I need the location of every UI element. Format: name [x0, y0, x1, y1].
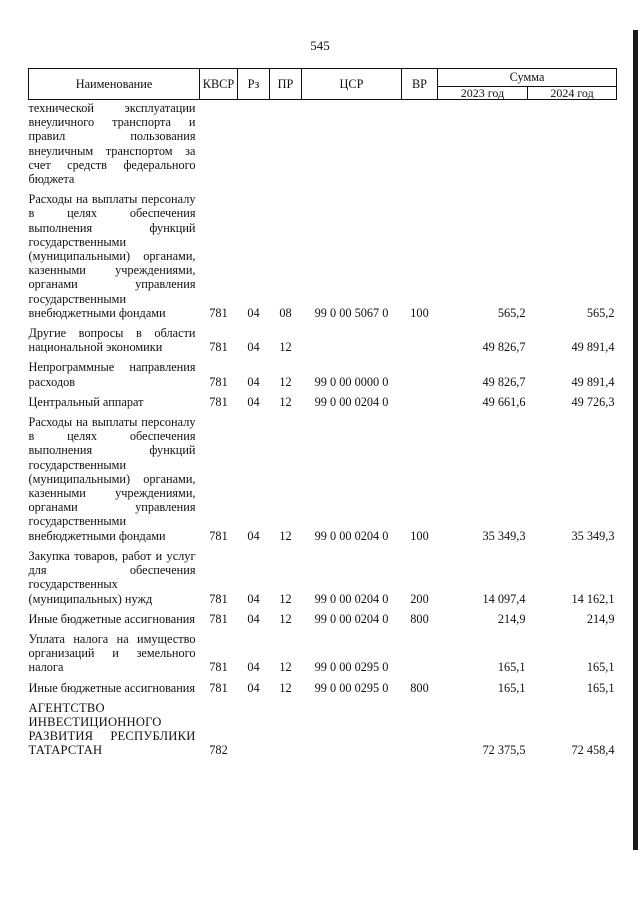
row-name: Иные бюджетные ассигнования — [28, 611, 196, 626]
row-sum-2024: 565,2 — [586, 305, 615, 320]
row-vr — [402, 695, 438, 758]
row-kvsr: 781 — [209, 374, 228, 389]
table-header — [29, 69, 617, 100]
row-sum-2023: 49 826,7 — [482, 340, 526, 355]
row-sum-2023: 165,1 — [497, 680, 526, 695]
row-vr — [402, 100, 438, 187]
row-pr: 12 — [279, 591, 292, 606]
row-pr — [270, 695, 302, 758]
header-rz: Рз — [238, 69, 270, 100]
row-vr — [402, 354, 438, 388]
row-vr: 200 — [410, 591, 429, 606]
row-pr: 12 — [279, 528, 292, 543]
row-kvsr: 781 — [209, 591, 228, 606]
row-vr — [402, 320, 438, 354]
row-sum-2024: 165,1 — [586, 660, 615, 675]
row-rz: 04 — [247, 611, 260, 626]
row-csr: 99 0 00 0204 0 — [314, 591, 389, 606]
row-kvsr: 781 — [209, 611, 228, 626]
row-sum-2024: 49 891,4 — [571, 374, 615, 389]
row-csr: 99 0 00 0000 0 — [314, 374, 389, 389]
row-pr: 12 — [279, 660, 292, 675]
row-sum-2024: 49 726,3 — [571, 394, 615, 409]
row-kvsr — [200, 100, 238, 187]
row-kvsr: 781 — [209, 394, 228, 409]
table-row — [29, 100, 617, 187]
row-sum-2024: 49 891,4 — [571, 340, 615, 355]
row-pr: 12 — [279, 394, 292, 409]
header-sum: Сумма — [438, 69, 617, 87]
row-pr: 12 — [279, 374, 292, 389]
row-sum-2024: 165,1 — [586, 680, 615, 695]
row-csr: 99 0 00 0295 0 — [314, 660, 389, 675]
row-rz — [238, 100, 270, 187]
header-kvsr: КВСР — [200, 69, 238, 100]
row-sum-2023: 49 661,6 — [482, 394, 526, 409]
row-csr — [302, 320, 402, 354]
table-row — [29, 695, 617, 758]
row-rz: 04 — [247, 591, 260, 606]
row-kvsr: 781 — [209, 305, 228, 320]
row-kvsr: 781 — [209, 680, 228, 695]
row-csr — [302, 695, 402, 758]
row-rz: 04 — [247, 660, 260, 675]
row-name: Непрограммные направления расходов — [28, 360, 196, 389]
row-csr: 99 0 00 0295 0 — [314, 680, 389, 695]
table-row — [29, 389, 617, 409]
row-csr — [302, 100, 402, 187]
header-name: Наименование — [29, 69, 200, 100]
row-vr — [402, 626, 438, 675]
row-pr: 12 — [279, 611, 292, 626]
row-kvsr: 782 — [209, 743, 228, 758]
row-name: Другие вопросы в области национальной экономики — [28, 326, 196, 355]
row-sum-2024: 14 162,1 — [571, 591, 615, 606]
table-row — [29, 626, 617, 675]
row-sum-2023: 165,1 — [497, 660, 526, 675]
row-name: АГЕНТСТВО ИНВЕСТИЦИОННОГО РАЗВИТИЯ РЕСПУБЛИКИ ТАТАРСТАН — [28, 700, 196, 758]
row-name: технической эксплуатации внеуличного транспорта и правил пользования внеуличным транспортом за счет средств федерального бюджета — [28, 101, 196, 187]
row-rz: 04 — [247, 528, 260, 543]
row-pr — [270, 100, 302, 187]
table-row — [29, 675, 617, 695]
scan-edge-bar — [633, 30, 638, 850]
row-vr — [402, 389, 438, 409]
row-sum-2023: 14 097,4 — [482, 591, 526, 606]
table-body — [29, 100, 617, 758]
row-pr: 12 — [279, 340, 292, 355]
row-name: Расходы на выплаты персоналу в целях обеспечения выполнения функций государственными (муниципальными) органами, казенными учреждениями, органами управления государственными внебюджетными фондами — [28, 192, 196, 320]
header-vr: ВР — [402, 69, 438, 100]
row-sum-2024 — [528, 100, 617, 187]
row-csr: 99 0 00 5067 0 — [314, 305, 389, 320]
row-sum-2023: 72 375,5 — [482, 743, 526, 758]
row-kvsr: 781 — [209, 340, 228, 355]
row-csr: 99 0 00 0204 0 — [314, 611, 389, 626]
row-rz — [238, 695, 270, 758]
row-sum-2024: 35 349,3 — [571, 528, 615, 543]
row-name: Уплата налога на имущество организаций и земельного налога — [28, 631, 196, 675]
table-row — [29, 320, 617, 354]
row-kvsr: 781 — [209, 528, 228, 543]
table-row — [29, 543, 617, 606]
row-kvsr: 781 — [209, 660, 228, 675]
page-number: 545 — [310, 38, 330, 53]
row-sum-2024: 72 458,4 — [571, 743, 615, 758]
table-row — [29, 606, 617, 626]
header-csr: ЦСР — [302, 69, 402, 100]
header-year-2024: 2024 год — [528, 87, 617, 100]
row-vr: 800 — [410, 680, 429, 695]
row-name: Расходы на выплаты персоналу в целях обеспечения выполнения функций государственными (муниципальными) органами, казенными учреждениями, органами управления государственными внебюджетными фондами — [28, 415, 196, 543]
header-pr: ПР — [270, 69, 302, 100]
header-year-2023: 2023 год — [438, 87, 528, 100]
row-sum-2023: 565,2 — [497, 305, 526, 320]
row-name: Иные бюджетные ассигнования — [28, 680, 196, 695]
row-rz: 04 — [247, 340, 260, 355]
row-name: Центральный аппарат — [28, 394, 144, 409]
row-csr: 99 0 00 0204 0 — [314, 394, 389, 409]
row-pr: 08 — [279, 305, 292, 320]
row-sum-2023: 49 826,7 — [482, 374, 526, 389]
row-rz: 04 — [247, 305, 260, 320]
row-name: Закупка товаров, работ и услуг для обеспечения государственных (муниципальных) нужд — [28, 548, 196, 606]
row-sum-2024: 214,9 — [586, 611, 615, 626]
table-row — [29, 354, 617, 388]
table-row — [29, 409, 617, 543]
row-sum-2023 — [438, 100, 528, 187]
budget-table — [28, 68, 617, 758]
row-vr: 800 — [410, 611, 429, 626]
row-rz: 04 — [247, 394, 260, 409]
row-rz: 04 — [247, 374, 260, 389]
row-sum-2023: 35 349,3 — [482, 528, 526, 543]
row-sum-2023: 214,9 — [497, 611, 526, 626]
table-row — [29, 186, 617, 320]
row-vr: 100 — [410, 305, 429, 320]
row-pr: 12 — [279, 680, 292, 695]
row-vr: 100 — [410, 528, 429, 543]
row-csr: 99 0 00 0204 0 — [314, 528, 389, 543]
row-rz: 04 — [247, 680, 260, 695]
